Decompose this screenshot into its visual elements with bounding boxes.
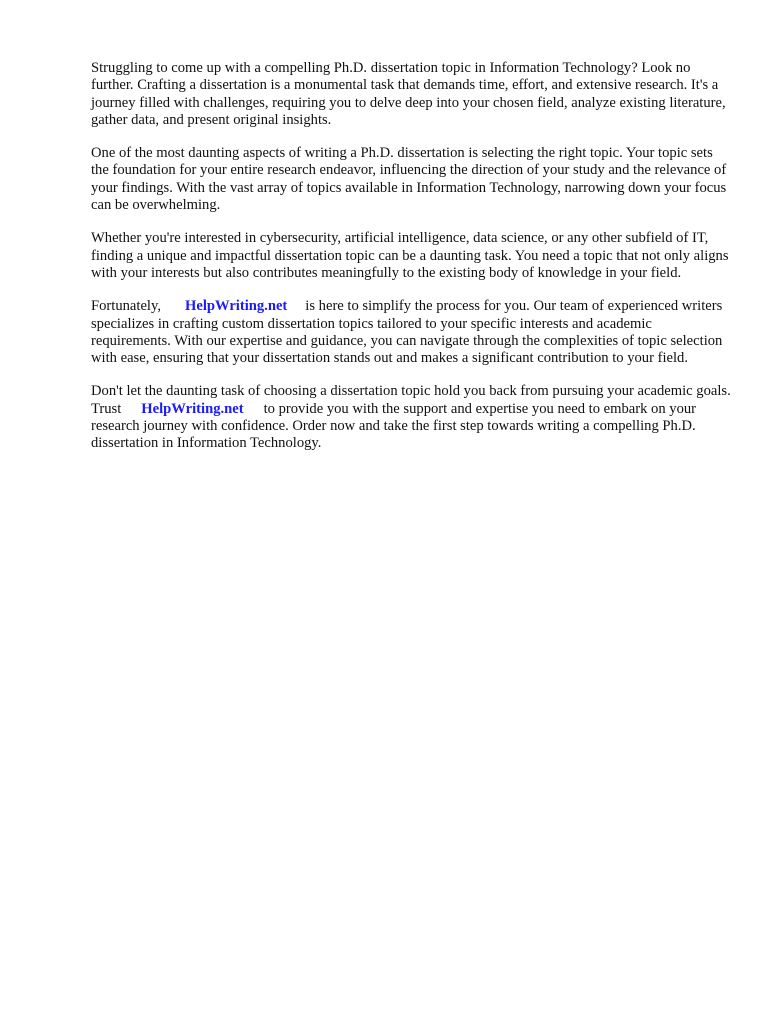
- paragraph-closing: [91, 383, 731, 452]
- helpwriting-link[interactable]: HelpWriting.net: [184, 298, 288, 315]
- paragraph-closing-lead: Don't let the daunting task of choosing a dissertation topic hold you back from pursuing your academic goals. Trust: [91, 383, 731, 417]
- paragraph-service-lead: Fortunately,: [91, 298, 161, 315]
- paragraph-service: [91, 298, 731, 367]
- paragraph-closing-rest: to provide you with the support and expertise you need to embark on your research journey with confidence. Order now and take the first step towards writing a compelling Ph.D. dissertation in Information Technology.: [91, 400, 697, 452]
- helpwriting-link-closing[interactable]: HelpWriting.net: [141, 400, 244, 417]
- paragraph-intro: Struggling to come up with a compelling Ph.D. dissertation topic in Information Technology? Look no further. Crafting a dissertation is a monumental task that demands time, effort, and extensive research. It's a journey filled with challenges, requiring you to delve deep into your chosen field, analyze existing literature, gather data, and present original insights.: [91, 60, 726, 128]
- paragraph-topic-selection: One of the most daunting aspects of writing a Ph.D. dissertation is selecting the right topic. Your topic sets the foundation for your entire research endeavor, influencing the direction of your study and the relevance of your findings. With the vast array of topics available in Information Technology, narrowing down your focus can be overwhelming.: [91, 145, 727, 214]
- paragraph-subfields: Whether you're interested in cybersecurity, artificial intelligence, data science, or any other subfield of IT, finding a unique and impactful dissertation topic can be a daunting task. You need a topic that not only aligns with your interests but also contributes meaningfully to the existing body of knowledge in your field.: [91, 230, 729, 281]
- paragraph-service-rest: is here to simplify the process for you. Our team of experienced writers specializes in crafting custom dissertation topics tailored to your specific interests and academic requirements. With our expertise and guidance, you can navigate through the complexities of topic selection with ease, ensuring that your dissertation stands out and makes a significant contribution to your field.: [91, 298, 723, 367]
- document-body: [91, 60, 731, 469]
